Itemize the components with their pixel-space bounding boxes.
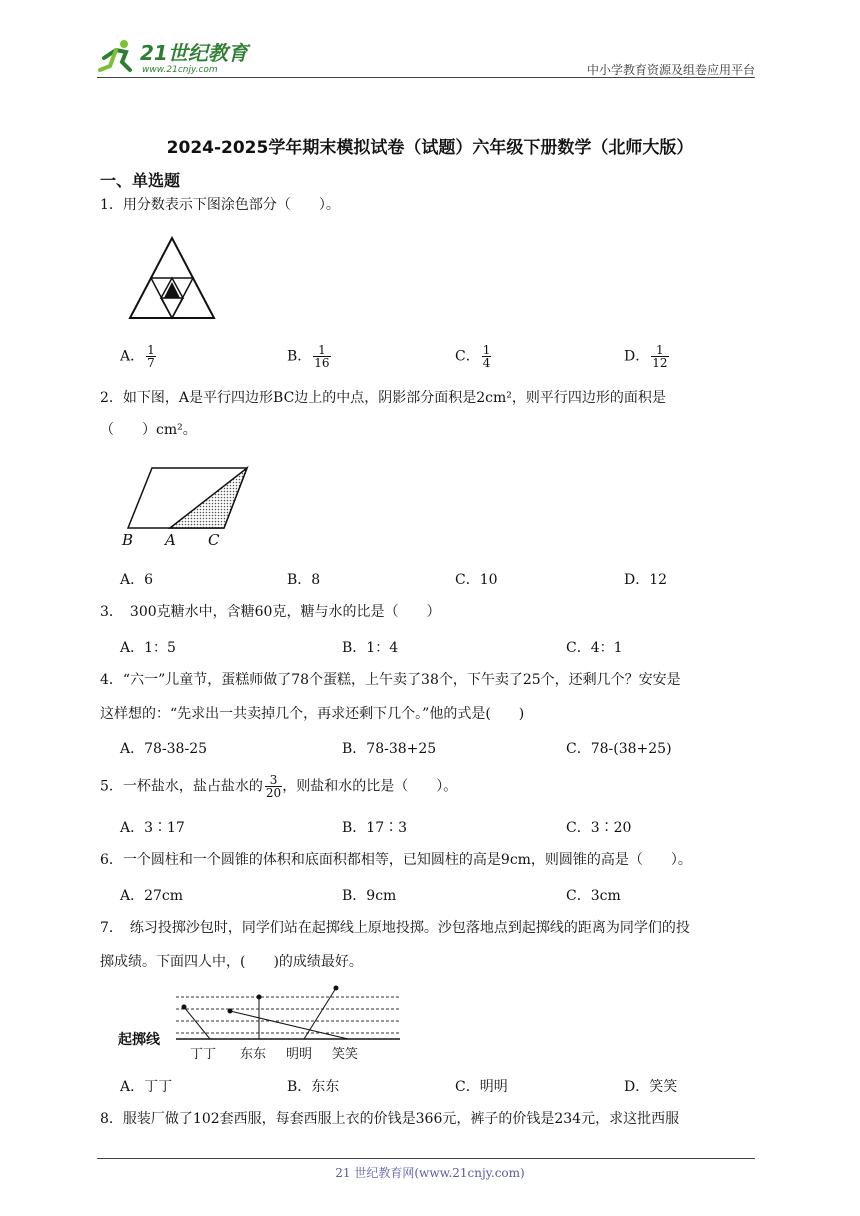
header-divider [97, 77, 755, 78]
q2-option-a[interactable]: A．6 [120, 572, 154, 588]
label-c: C [208, 531, 220, 548]
platform-slogan: 中小学教育资源及组卷应用平台 [586, 63, 755, 77]
q6-option-c[interactable]: C．3cm [566, 888, 621, 904]
question-2-line2: （ ）cm²。 [100, 422, 197, 438]
question-4-line1: 4．“六一”儿童节，蛋糕师做了78个蛋糕，上午卖了38个，下午卖了25个，还剩几个？安安是 [100, 672, 681, 688]
question-7-line2: 掷成绩。下面四人中，( )的成绩最好。 [100, 954, 363, 970]
q1-option-a[interactable]: A． $\frac{1}{7}$ [120, 343, 155, 370]
q3-option-c[interactable]: C．4：1 [566, 640, 623, 656]
q4-option-a[interactable]: A．78-38-25 [120, 741, 208, 757]
q7-option-b[interactable]: B．东东 [287, 1079, 340, 1095]
svg-text:21世纪教育: 21世纪教育 [140, 41, 248, 65]
q2-option-b[interactable]: B．8 [287, 572, 321, 588]
q1-option-d[interactable]: D． $\frac{1}{12}$ [624, 343, 668, 370]
q4-option-c[interactable]: C．78-(38+25) [566, 741, 672, 757]
q4-option-b[interactable]: B．78-38+25 [342, 741, 437, 757]
question-5: 5．一杯盐水，盐占盐水的 $\frac{3}{20}$ ，则盐和水的比是（ ）。 [100, 773, 458, 800]
label-dingding: 丁丁 [190, 1047, 217, 1062]
question-6: 6．一个圆柱和一个圆锥的体积和底面积都相等，已知圆柱的高是9cm，则圆锥的高是（ ）。 [100, 852, 692, 868]
triangle-figure [128, 236, 218, 320]
q2-option-c[interactable]: C．10 [455, 572, 498, 588]
throw-line-label: 起掷线 [118, 1032, 160, 1048]
page-title: 2024-2025学年期末模拟试卷（试题）六年级下册数学（北师大版） [166, 138, 694, 158]
question-2-line1: 2．如下图，A是平行四边形BC边上的中点，阴影部分面积是2cm²，则平行四边形的面积是 [100, 390, 666, 406]
q3-option-b[interactable]: B．1：4 [342, 640, 399, 656]
section-heading: 一、单选题 [100, 171, 181, 190]
runner-logo-icon [94, 36, 264, 76]
label-b: B [122, 531, 134, 548]
q5-option-b[interactable]: B．17∶3 [342, 820, 408, 836]
q1-option-c[interactable]: C． $\frac{1}{4}$ [455, 343, 491, 370]
label-dongdong: 东东 [240, 1047, 267, 1062]
q1-option-b[interactable]: B． $\frac{1}{16}$ [287, 343, 330, 370]
parallelogram-figure [118, 463, 253, 548]
label-mingming: 明明 [286, 1047, 313, 1062]
q2-option-d[interactable]: D．12 [624, 572, 668, 588]
q3-option-a[interactable]: A．1：5 [120, 640, 176, 656]
q7-option-d[interactable]: D．笑笑 [624, 1079, 678, 1095]
throw-line-figure [118, 982, 408, 1064]
q5-option-c[interactable]: C．3∶20 [566, 820, 632, 836]
q7-option-c[interactable]: C．明明 [455, 1079, 508, 1095]
label-a: A [165, 531, 176, 548]
question-4-line2: 这样想的：“先求出一共卖掉几个，再求还剩下几个。”他的式是( ) [100, 706, 525, 722]
q6-option-a[interactable]: A．27cm [120, 888, 184, 904]
question-8: 8．服装厂做了102套西服，每套西服上衣的价钱是366元，裤子的价钱是234元，求这批西服 [100, 1111, 680, 1127]
footer-link[interactable]: 21 世纪教育网(www.21cnjy.com) [335, 1166, 525, 1180]
question-3: 3． 300克糖水中，含糖60克，糖与水的比是（ ） [100, 604, 441, 620]
question-7-line1: 7． 练习投掷沙包时，同学们站在起掷线上原地投掷。沙包落地点到起掷线的距离为同学们的投 [100, 920, 690, 936]
q5-option-a[interactable]: A．3∶17 [120, 820, 185, 836]
svg-text:www.21cnjy.com: www.21cnjy.com [142, 65, 218, 75]
logo [94, 36, 264, 76]
q7-option-a[interactable]: A．丁丁 [120, 1079, 173, 1095]
question-1: 1．用分数表示下图涂色部分（ ）。 [100, 197, 340, 213]
label-xiaoxiao: 笑笑 [332, 1047, 359, 1062]
footer-divider [97, 1158, 755, 1159]
q6-option-b[interactable]: B．9cm [342, 888, 397, 904]
